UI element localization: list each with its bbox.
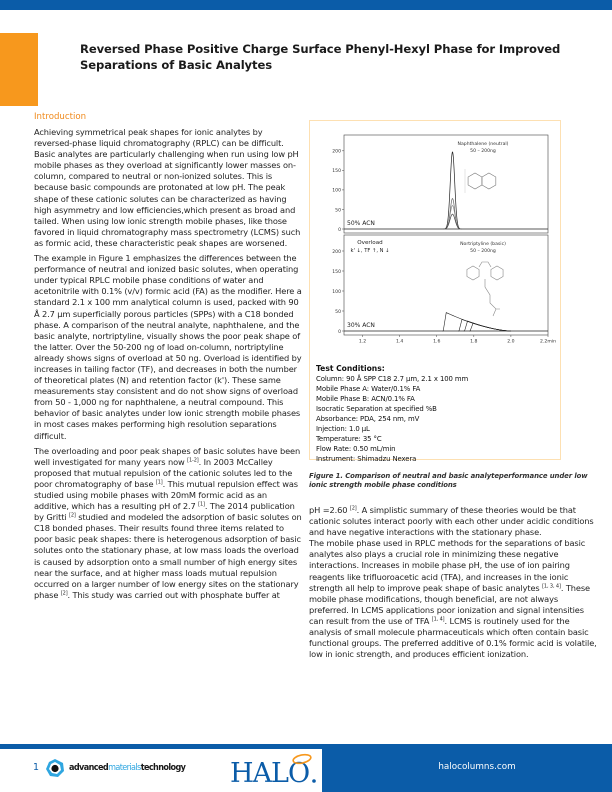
document-title: Reversed Phase Positive Charge Surface Phenyl-Hexyl Phase for Improved Separations of Basic Analytes (80, 42, 561, 72)
text-run: . The 2014 publication by Gritti (34, 501, 295, 523)
y-tick-label: 100 (332, 289, 341, 295)
accent-block (0, 33, 38, 106)
paragraph (309, 538, 599, 660)
x-tick-label: 1.2 (358, 339, 367, 345)
amt-aperture-icon (44, 758, 66, 778)
y-tick-label: 100 (332, 188, 341, 194)
y-tick-label: 0 (338, 329, 341, 335)
figure-caption: Figure 1. Comparison of neutral and basic analyteperformance under low ionic strength mobile phase conditions (309, 472, 588, 490)
header-bar (0, 0, 612, 10)
text-run: The mobile phase used in RPLC methods for the separations of basic analytes also plays a crucial role in minimizing these negative interactions. Increases in mobile phase pH, the use of ion pairing reagents like trifluoroacetic acid (TFA), and increases in the ionic strength all help to improve peak shape of basic analytes (309, 538, 586, 593)
condition-line: Absorbance: PDA, 254 nm, mV (316, 415, 420, 423)
plot-frame (344, 135, 548, 233)
chromatogram-chart (310, 121, 560, 356)
text-run: studied and modeled the adsorption of basic solutes on C18 bonded phases. Their results found three items related to poor basic peak shapes: there is heterogenous adsorption of basic solutes onto the stationary phase, at low mass loads the overload is caused by adsorption onto a small number of high energy sites near the surface, and at higher mass loads mutual repulsion occurred on a larger number of low energy sites on the stationary phase (34, 512, 302, 600)
naphthalene-structure-icon (482, 173, 496, 189)
halo-logo-text: HALO (230, 758, 310, 786)
text-run: . LCMS is routinely used for the analysis of small molecule pharmaceuticals which often contain basic functional groups. The preferred additive of 0.1% formic acid is volatile, low in ionic strength, and produces efficient ionization. (309, 615, 597, 660)
naphthalene-structure-icon (468, 173, 482, 189)
x-tick-label: 2.0 (507, 339, 515, 345)
y-tick-label: 200 (332, 249, 341, 255)
paragraph (34, 446, 302, 601)
text-run: . This study was carried out with phosphate buffer at (67, 589, 280, 600)
x-tick-label: 1.8 (470, 339, 478, 345)
citation: [2] (349, 505, 357, 512)
citation: [1, 4] (431, 616, 445, 623)
nortriptyline-structure-icon (467, 266, 479, 280)
amt-logo-text (69, 762, 185, 774)
figure-1 (309, 120, 561, 463)
text-run: The overloading and poor peak shapes of basic solutes have been well investigated for many years now (34, 445, 301, 467)
nortriptyline-chain-icon (479, 262, 500, 316)
website-link[interactable]: halocolumns.com (438, 762, 516, 772)
annotation-detail: k' ↓, TF ↑, N ↓ (350, 248, 390, 254)
citation: [1-2] (187, 456, 199, 463)
section-heading-introduction: Introduction (34, 112, 87, 122)
condition-line: Injection: 1.0 µL (316, 425, 370, 433)
y-tick-label: 50 (335, 208, 341, 214)
condition-line: Column: 90 Å SPP C18 2.7 µm, 2.1 x 100 mm (316, 375, 469, 383)
y-tick-label: 0 (338, 227, 341, 233)
page-number: 1 (33, 762, 40, 773)
chromatogram-trace (445, 152, 461, 229)
text-run: . In 2003 McCalley proposed that mutual repulsion of the cationic solutes led to the poor chromatography of base (34, 456, 293, 489)
annotation-overload: Overload (357, 240, 383, 246)
y-tick-label: 150 (332, 169, 341, 175)
nortriptyline-structure-icon (491, 266, 503, 280)
citation: [1, 3, 4] (542, 582, 561, 589)
text-run: . These mobile phase modifications, though beneficial, are not always preferred. In LCMS applications poor ionization and signal intensities can result from the use of TFA (309, 582, 590, 626)
x-tick-label: 1.4 (395, 339, 404, 345)
chart-panel-bottom (332, 235, 556, 345)
x-tick-label: 1.6 (433, 339, 441, 345)
y-tick-label: 150 (332, 269, 341, 275)
condition-label: 50% ACN (347, 220, 375, 227)
citation: [1] (198, 501, 205, 508)
citation: [2] (60, 590, 68, 597)
text-run: . This mutual repulsion effect was studied using mobile phases with 20mM formic acid as an additive, which has a resulting pH of 2.7 (34, 478, 298, 512)
right-column (309, 505, 599, 664)
y-tick-label: 200 (332, 149, 341, 155)
test-conditions (316, 364, 556, 464)
test-conditions-title: Test Conditions: (316, 364, 385, 373)
logo-text: materials (108, 763, 141, 773)
logo-text: technology (140, 763, 186, 773)
condition-line: Temperature: 35 °C (316, 435, 382, 443)
chromatogram-trace (443, 214, 461, 229)
text-run: . A simplistic summary of these theories would be that cationic solutes interact poorly with each other under acidic conditions and have negative interactions with the stationary phase. (309, 505, 594, 538)
condition-line: Flow Rate: 0.50 mL/min (316, 445, 396, 453)
chromatogram-trace (458, 319, 511, 331)
chromatogram-trace (444, 206, 461, 229)
compound-title: Nortriptyline (basic) (460, 242, 506, 247)
compound-title: Naphthalene (neutral) (457, 142, 509, 147)
paragraph (309, 505, 599, 538)
halo-logo (228, 752, 320, 786)
text-run: pH =2.60 (309, 505, 350, 515)
condition-label: 30% ACN (347, 322, 375, 329)
compound-subtitle: 50 – 200ng (470, 149, 496, 154)
compound-subtitle: 50 – 200ng (470, 249, 496, 254)
paragraph: The example in Figure 1 emphasizes the differences between the performance of neutral and ionized basic solutes, when operating under typical RPLC mobile phase conditions of water and acetonitrile with 0.1% (v/v) formic acid (FA) as the modifier. Here a standard 2.1 x 100 mm analytical column is used, packed with 90 Å 2.7 µm superficially porous particles (SPPs) with a C18 bonded phase. A comparison of the neutral analyte, naphthalene, and the basic analyte, nortriptyline, visually shows the poor peak shape of the latter. Over the 50-200 ng of load on-column, nortriptyline already shows signs of overload at 50 ng. Overload is identified by increases in tailing factor (TF), and decreases in both the number of theoretical plates (N) and retention factor (k'). These same measurements stay consistent and do not show signs of overload from 50 - 1,000 ng for naphthalene, a neutral compound. This behavior of basic analytes under low ionic strength mobile phases in most cases makes performing high resolution separations difficult. (34, 253, 302, 441)
x-tick-label: 2.2min (540, 339, 556, 345)
left-column (34, 112, 302, 605)
y-tick-label: 50 (335, 309, 341, 315)
citation: [1] (155, 479, 163, 486)
condition-line: Mobile Phase A: Water/0.1% FA (316, 385, 421, 393)
logo-text: advanced (69, 763, 109, 773)
chart-panel-top (332, 135, 548, 233)
condition-line: Isocratic Separation at specified %B (316, 405, 437, 413)
condition-line: Instrument: Shimadzu Nexera (316, 455, 417, 463)
paragraph: Achieving symmetrical peak shapes for ionic analytes by reversed-phase liquid chromatography (RPLC) can be difficult. Basic analytes are particularly challenging when run using low pH mobile phases as they overload at significantly lower masses on-column, compared to neutral or non-ionized solutes. This is because basic compounds are protonated at low pH. The peak shape of these cationic solutes can be characterized as having high asymmetry and low efficiencies,which present as broad and tailed. When using low ionic strength mobile phases, like those favored in liquid chromatography mass spectrometry (LCMS) such as formic acid, these characteristic peak shapes are worsened. (34, 127, 301, 248)
citation: [2] (69, 512, 76, 519)
condition-line: Mobile Phase B: ACN/0.1% FA (316, 395, 415, 403)
chromatogram-trace (442, 313, 511, 331)
